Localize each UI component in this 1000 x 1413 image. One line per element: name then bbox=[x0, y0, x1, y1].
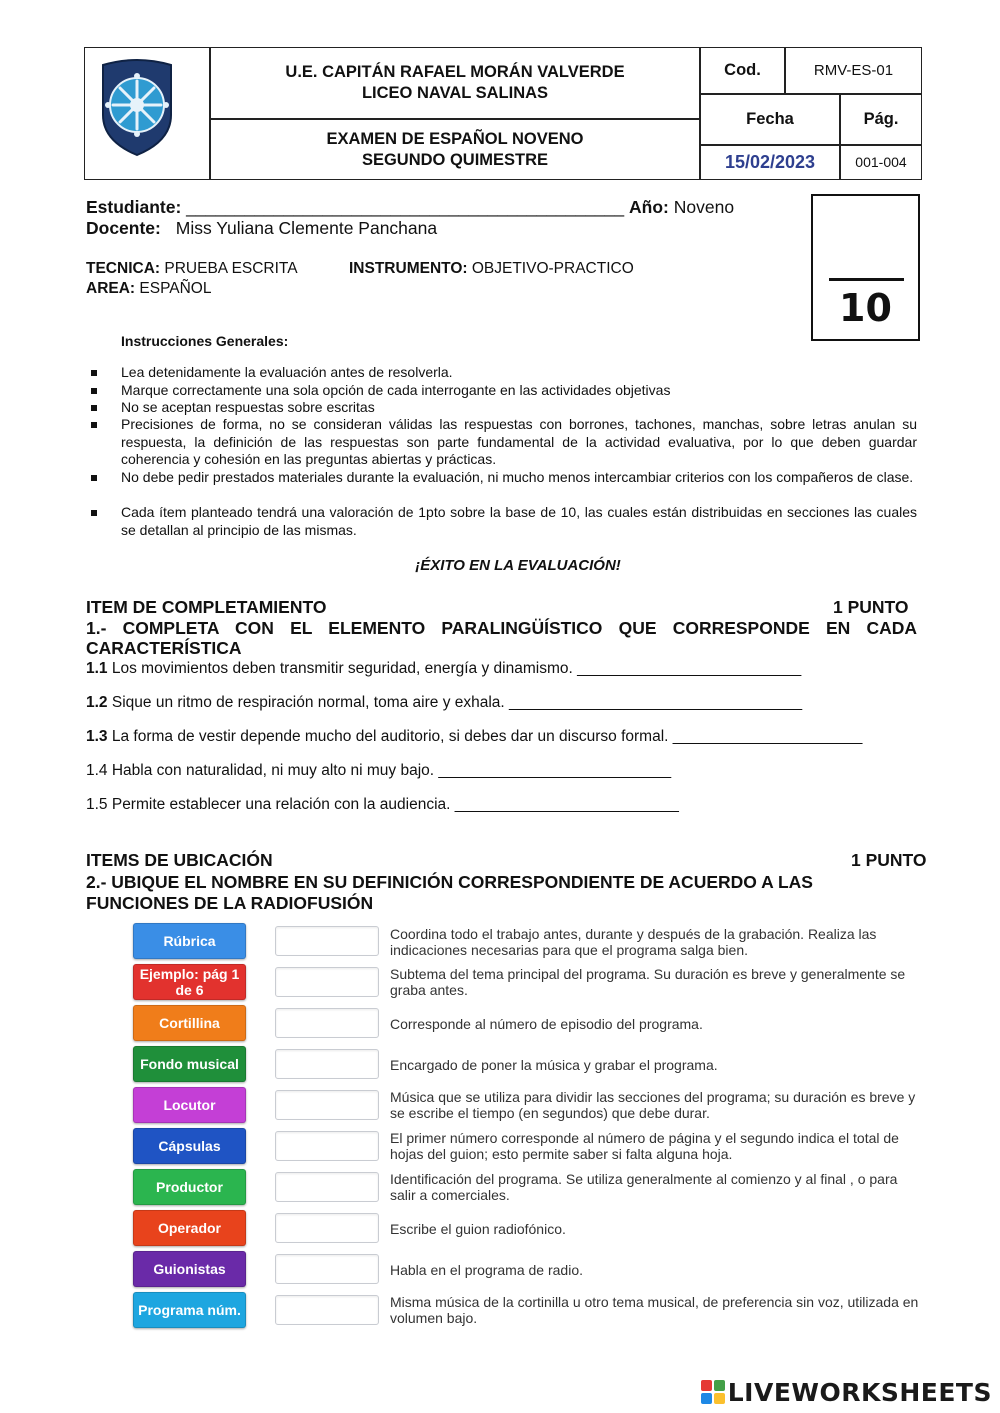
instrumento-label: INSTRUMENTO: bbox=[349, 260, 468, 277]
exam-title bbox=[211, 120, 699, 179]
school-line-2: LICEO NAVAL SALINAS bbox=[361, 84, 549, 102]
docente-value: Miss Yuliana Clemente Panchana bbox=[175, 218, 438, 238]
liveworksheets-logo-icon bbox=[700, 1379, 726, 1405]
tecnica-line bbox=[86, 260, 298, 278]
definition: Subtema del tema principal del programa. Su duración es breve y generalmente se graba antes. bbox=[390, 966, 906, 998]
school-line-1: U.E. CAPITÁN RAFAEL MORÁN VALVERDE bbox=[285, 63, 625, 81]
drop-slot[interactable] bbox=[275, 1213, 379, 1243]
definition: Habla en el programa de radio. bbox=[390, 1262, 584, 1278]
score-box bbox=[811, 194, 920, 341]
definition: Misma música de la cortinilla u otro tema musical, de preferencia sin voz, utilizada en volumen bajo. bbox=[390, 1294, 919, 1326]
drop-slot[interactable] bbox=[275, 967, 379, 997]
tecnica-value: PRUEBA ESCRITA bbox=[164, 260, 298, 277]
definition: Escribe el guion radiofónico. bbox=[390, 1221, 566, 1237]
student-line bbox=[86, 197, 734, 218]
question-1-1[interactable]: 1.1 Los movimientos deben transmitir seguridad, energía y dinamismo. __________________________ bbox=[86, 660, 802, 677]
definition: Coordina todo el trabajo antes, durante y después de la grabación. Realiza las indicaciones necesarias para que el programa salga bien. bbox=[390, 926, 877, 958]
estudiante-label: Estudiante: bbox=[86, 197, 182, 217]
definition: Música que se utiliza para dividir las secciones del programa; su duración es breve y se escribe el tiempo (en segundos) que debe durar. bbox=[390, 1089, 916, 1121]
instruction-item: Precisiones de forma, no se consideran válidas las respuestas con borrones, tachones, manchas, sobre letras anulan su respuesta, la definición de las respuestas son parte fundamental de la actividad evaluativa, por lo que deben guardar coherencia y cohesión en las preguntas abiertas y prácticas. bbox=[121, 416, 917, 469]
tile-productor[interactable]: Productor bbox=[133, 1169, 246, 1205]
question-1-4[interactable]: 1.4 Habla con naturalidad, ni muy alto ni muy bajo. ___________________________ bbox=[86, 762, 672, 779]
tile-locutor[interactable]: Locutor bbox=[133, 1087, 246, 1123]
section2-title: ITEMS DE UBICACIÓN bbox=[86, 850, 273, 870]
area-value: ESPAÑOL bbox=[139, 280, 212, 297]
drop-slot[interactable] bbox=[275, 1254, 379, 1284]
definition: Corresponde al número de episodio del programa. bbox=[390, 1016, 703, 1032]
section2-points: 1 PUNTO bbox=[851, 850, 927, 870]
score-total: 10 bbox=[839, 286, 892, 330]
instruction-item: Lea detenidamente la evaluación antes de resolverla. bbox=[121, 364, 917, 382]
instruction-item: Marque correctamente una sola opción de cada interrogante en las actividades objetivas bbox=[121, 382, 917, 400]
drop-slot[interactable] bbox=[275, 1008, 379, 1038]
drop-slot[interactable] bbox=[275, 926, 379, 956]
brand-name: LIVEWORKSHEETS bbox=[727, 1377, 992, 1407]
drop-slot[interactable] bbox=[275, 1131, 379, 1161]
fecha-value: 15/02/2023 bbox=[724, 152, 816, 172]
tile-fondo-musical[interactable]: Fondo musical bbox=[133, 1046, 246, 1082]
question-1-5[interactable]: 1.5 Permite establecer una relación con la audiencia. __________________________ bbox=[86, 796, 679, 813]
area-line bbox=[86, 280, 211, 298]
question-1-3[interactable]: 1.3 La forma de vestir depende mucho del auditorio, si debes dar un discurso formal. ______________________ bbox=[86, 728, 863, 745]
cod-label: Cod. bbox=[724, 61, 761, 79]
instruction-item: No se aceptan respuestas sobre escritas bbox=[121, 399, 917, 417]
matching-activity bbox=[125, 917, 925, 1342]
anio-value: Noveno bbox=[673, 197, 735, 217]
drop-slot[interactable] bbox=[275, 1049, 379, 1079]
section2-heading-1: 2.- UBIQUE EL NOMBRE EN SU DEFINICIÓN CORRESPONDIENTE DE ACUERDO A LAS bbox=[86, 872, 813, 892]
header-table bbox=[84, 47, 922, 180]
instruction-item: Cada ítem planteado tendrá una valoración de 1pto sobre la base de 10, las cuales están distribuidas en secciones las cuales se detallan al principio de las mismas. bbox=[121, 504, 917, 539]
instructions-title: Instrucciones Generales: bbox=[121, 333, 289, 349]
pag-label: Pág. bbox=[863, 110, 899, 128]
fecha-label: Fecha bbox=[746, 110, 794, 128]
definition: Identificación del programa. Se utiliza generalmente al comienzo y al final , o para salir a comerciales. bbox=[390, 1171, 898, 1203]
tile-rubrica[interactable]: Rúbrica bbox=[133, 923, 246, 959]
school-name bbox=[211, 48, 699, 118]
cod-value: RMV-ES-01 bbox=[813, 62, 894, 79]
docente-line bbox=[86, 218, 437, 239]
section2-heading-2: FUNCIONES DE LA RADIOFUSIÓN bbox=[86, 893, 374, 913]
definition: El primer número corresponde al número de página y el segundo indica el total de hojas del guion; esto permite saber si falta alguna hoja. bbox=[390, 1130, 899, 1162]
drop-slot[interactable] bbox=[275, 1172, 379, 1202]
tile-programa-num[interactable]: Programa núm. bbox=[133, 1292, 246, 1328]
tile-ejemplo[interactable]: Ejemplo: pág 1 de 6 bbox=[133, 964, 246, 1000]
tile-operador[interactable]: Operador bbox=[133, 1210, 246, 1246]
tile-guionistas[interactable]: Guionistas bbox=[133, 1251, 246, 1287]
tile-capsulas[interactable]: Cápsulas bbox=[133, 1128, 246, 1164]
section1-title: ITEM DE COMPLETAMIENTO bbox=[86, 597, 327, 617]
tile-cortillina[interactable]: Cortillina bbox=[133, 1005, 246, 1041]
liveworksheets-brand bbox=[700, 1377, 992, 1407]
exam-line-1: EXAMEN DE ESPAÑOL NOVENO bbox=[326, 129, 584, 148]
drop-slot[interactable] bbox=[275, 1295, 379, 1325]
motto: ¡ÉXITO EN LA EVALUACIÓN! bbox=[415, 557, 621, 574]
instruction-item: No debe pedir prestados materiales durante la evaluación, ni mucho menos intercambiar criterios con los compañeros de clase. bbox=[121, 469, 917, 487]
docente-label: Docente: bbox=[86, 218, 161, 238]
school-shield-logo bbox=[97, 57, 177, 157]
section1-heading: 1.- COMPLETA CON EL ELEMENTO PARALINGÜÍSTICO QUE CORRESPONDE EN CADA CARACTERÍSTICA bbox=[86, 618, 917, 658]
instrumento-value: OBJETIVO-PRACTICO bbox=[471, 260, 634, 277]
exam-line-2: SEGUNDO QUIMESTRE bbox=[361, 150, 549, 169]
tecnica-label: TECNICA: bbox=[86, 260, 161, 277]
question-1-2[interactable]: 1.2 Sique un ritmo de respiración normal, toma aire y exhala. __________________________________ bbox=[86, 694, 803, 711]
instrumento-line bbox=[349, 260, 634, 278]
estudiante-blank[interactable]: _____________________________________________ bbox=[186, 197, 625, 217]
drop-slot[interactable] bbox=[275, 1090, 379, 1120]
definition: Encargado de poner la música y grabar el programa. bbox=[390, 1057, 718, 1073]
area-label: AREA: bbox=[86, 280, 136, 297]
pag-value: 001-004 bbox=[855, 154, 907, 170]
anio-label: Año: bbox=[629, 197, 669, 217]
score-blank-line bbox=[829, 278, 904, 281]
section1-points: 1 PUNTO bbox=[833, 597, 909, 617]
